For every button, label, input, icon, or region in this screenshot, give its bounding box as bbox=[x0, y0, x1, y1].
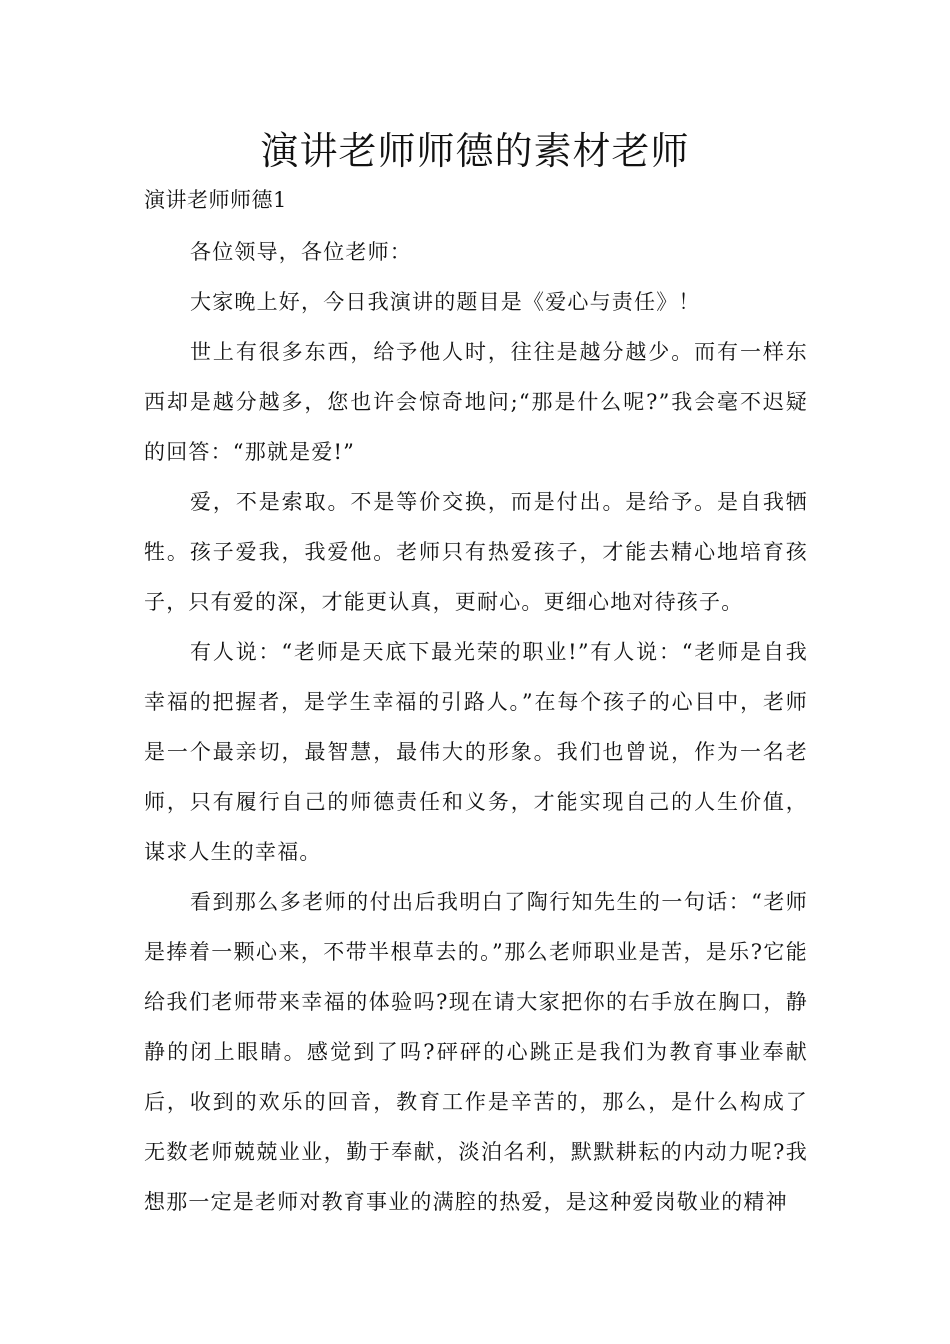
document-body bbox=[144, 227, 808, 1227]
document-title: 演讲老师师德的素材老师 bbox=[260, 129, 690, 173]
paragraph-teacher-profession: 有人说：“老师是天底下最光荣的职业!”有人说：“老师是自我幸福的把握者，是学生幸福的引路人。”在每个孩子的心目中，老师是一个最亲切，最智慧，最伟大的形象。我们也曾说，作为一名老师，只有履行自己的师德责任和义务，才能实现自己的人生价值，谋求人生的幸福。 bbox=[144, 640, 808, 864]
paragraph-love-is-giving: 爱，不是索取。不是等价交换，而是付出。是给予。是自我牺牲。孩子爱我，我爱他。老师只有热爱孩子，才能去精心地培育孩子，只有爱的深，才能更认真，更耐心。更细心地对待孩子。 bbox=[144, 490, 808, 614]
paragraph-tao-xingzhi: 看到那么多老师的付出后我明白了陶行知先生的一句话：“老师是捧着一颗心来，不带半根草去的。”那么老师职业是苦，是乐?它能给我们老师带来幸福的体验吗?现在请大家把你的右手放在胸口，静静的闭上眼睛。感觉到了吗?砰砰的心跳正是我们为教育事业奉献后，收到的欢乐的回音，教育工作是辛苦的，那么，是什么构成了无数老师兢兢业业，勤于奉献，淡泊名利，默默耕耘的内动力呢?我想那一定是老师对教育事业的满腔的热爱，是这种爱岗敬业的精神 bbox=[144, 890, 808, 1214]
paragraph-salutation: 各位领导，各位老师： bbox=[190, 240, 412, 264]
section-heading: 演讲老师师德1 bbox=[144, 188, 287, 212]
paragraph-greeting: 大家晚上好，今日我演讲的题目是《爱心与责任》！ bbox=[190, 290, 701, 314]
paragraph-love-multiplies: 世上有很多东西，给予他人时，往往是越分越少。而有一样东西却是越分越多，您也许会惊奇地问;“那是什么呢?”我会毫不迟疑的回答：“那就是爱!” bbox=[144, 340, 808, 464]
